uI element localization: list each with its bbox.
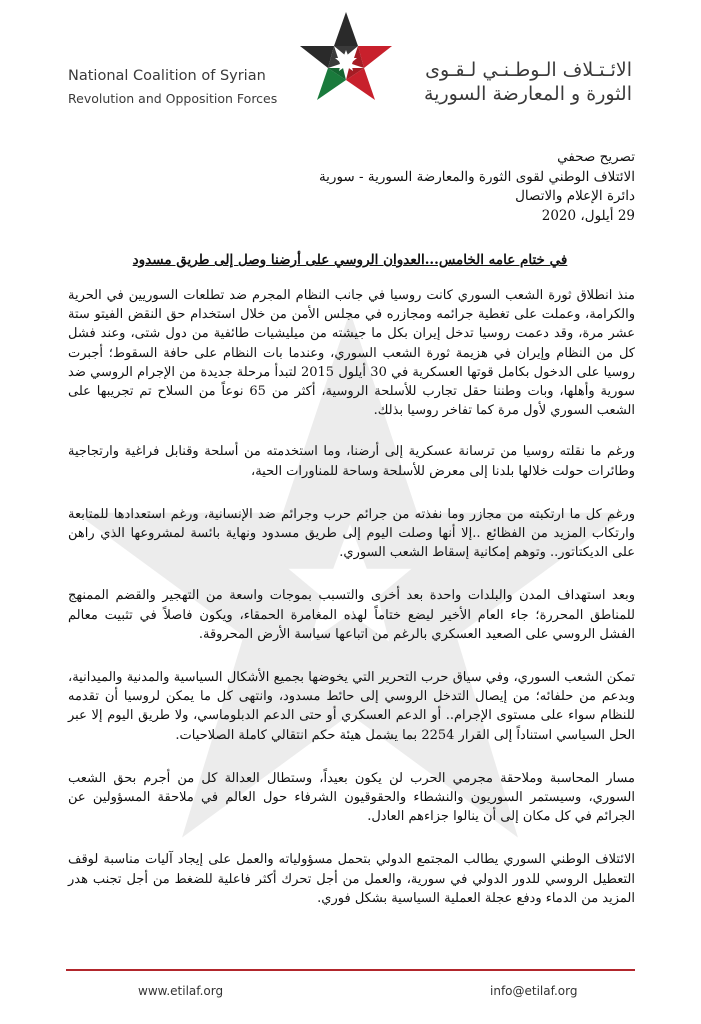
memo-block xyxy=(315,148,635,226)
memo-department: دائرة الإعلام والاتصال xyxy=(515,188,635,204)
org-name-arabic xyxy=(392,58,632,106)
memo-date: 29 أيلول، 2020 xyxy=(541,207,635,224)
org-name-english-line2: Revolution and Opposition Forces xyxy=(68,91,278,106)
body-paragraph: وبعد استهداف المدن والبلدات واحدة بعد أخرى والتسبب بموجات واسعة من التهجير والقضم الممنهج للمناطق المحررة؛ جاء العام الأخير ليضع ختاماً لهذه المغامرة الحمقاء، ويكون فاصلاً في تثبيت معالم الفشل الروسي على الصعيد العسكري بالرغم من اتباعها سياسة الأرض المحروقة. xyxy=(68,588,635,642)
org-name-arabic-line2: الثورة و المعارضة السورية xyxy=(423,83,632,105)
org-name-english xyxy=(68,66,298,109)
body-paragraph: ورغم ما نقلته روسيا من ترسانة عسكرية إلى أرضنا، وما استخدمته من أسلحة وقنابل فراغية وارتجاجية وطائرات حولت خلالها بلدنا إلى معرض للأسلحة وساحة للمناورات الحية، xyxy=(68,444,635,479)
footer-divider xyxy=(66,969,635,971)
footer-email-link[interactable]: info@etilaf.org xyxy=(490,984,578,998)
org-name-english-line1: National Coalition of Syrian xyxy=(68,68,266,84)
body-paragraph: الائتلاف الوطني السوري يطالب المجتمع الدولي بتحمل مسؤولياته والعمل على إيجاد آليات مناسبة لوقف التعطيل الروسي للدور الدولي في سورية، والعمل من أجل تحرك أكثر فاعلية للضغط من أجل تجنب هدر المزيد من الدماء ودفع عجلة العملية السياسية بشكل فوري. xyxy=(68,852,635,906)
org-name-arabic-line1: الائـتـلاف الـوطـنـي لـقـوى xyxy=(425,59,632,81)
body-paragraph: تمكن الشعب السوري، وفي سياق حرب التحرير التي يخوضها بجميع الأشكال السياسية والمدنية والميدانية، وبدعم من حلفائه؛ من إيصال التدخل الروسي إلى حائط مسدود، وانتهى كل ما يمكن لروسيا أن تقدمه للنظام سواء على مستوى الإجرام.. أو الدعم العسكري أو حتى الدعم الدبلوماسي، ولا طريق اليوم إلا عبر الحل السياسي استناداً إلى القرار 2254 بما يشمل هيئة حكم انتقالي كاملة الصلاحيات. xyxy=(68,670,635,743)
letterhead xyxy=(0,0,701,125)
statement-title: في ختام عامه الخامس...العدوان الروسي على أرضنا وصل إلى طريق مسدود xyxy=(132,252,568,268)
statement-body xyxy=(68,286,635,932)
body-paragraph: منذ انطلاق ثورة الشعب السوري كانت روسيا في جانب النظام المجرم ضد تطلعات السوريين في الحرية والكرامة، وعملت على تغطية جرائمه ومجازره في مجلس الأمن من خلال استخدام حق النقض الفيتو ستة عشر مرة، وقد دعمت روسيا تدخل إيران بكل ما جيشته من ميليشيات طائفية من دول شتى، وعند فشل كل من النظام وإيران في هزيمة ثورة الشعب السوري، وعندما بات النظام على حافة السقوط؛ أجبرت روسيا على الدخول بكامل قوتها العسكرية في 30 أيلول 2015 لتبدأ مرحلة جديدة من الإجرام الروسي ضد سورية وأهلها، وبات وطننا حقل تجارب للأسلحة الروسية، أكثر من 65 نوعاً من السلاح تم تجريبها على الشعب السوري لأول مرة كما تفاخر روسيا بذلك. xyxy=(68,288,635,419)
body-paragraph: مسار المحاسبة وملاحقة مجرمي الحرب لن يكون بعيداً، وستطال العدالة كل من أجرم بحق الشعب السوري، وسيستمر السوريون والنشطاء والحقوقيون الشرفاء حول العالم في ملاحقة المسؤولين عن الجرائم في كل مكان إلى أن ينالوا جزاءهم العادل. xyxy=(68,770,635,825)
footer-website-link[interactable]: www.etilaf.org xyxy=(138,984,224,998)
coalition-star-logo xyxy=(296,8,396,108)
body-paragraph: ورغم كل ما ارتكبته من مجازر وما نفذته من جرائم حرب وجرائم ضد الإنسانية، ورغم استعدادها للمتابعة وارتكاب المزيد من الفظائع ..إلا أنها وصلت اليوم إلى طريق مسدود ونهاية بائسة لمشروعها الذي راهن على الديكتاتور.. وتوهم إمكانية إسقاط الشعب السوري. xyxy=(68,506,635,561)
memo-type: تصريح صحفي xyxy=(557,149,635,165)
memo-organization: الائتلاف الوطني لقوى الثورة والمعارضة السورية - سورية xyxy=(318,168,635,185)
